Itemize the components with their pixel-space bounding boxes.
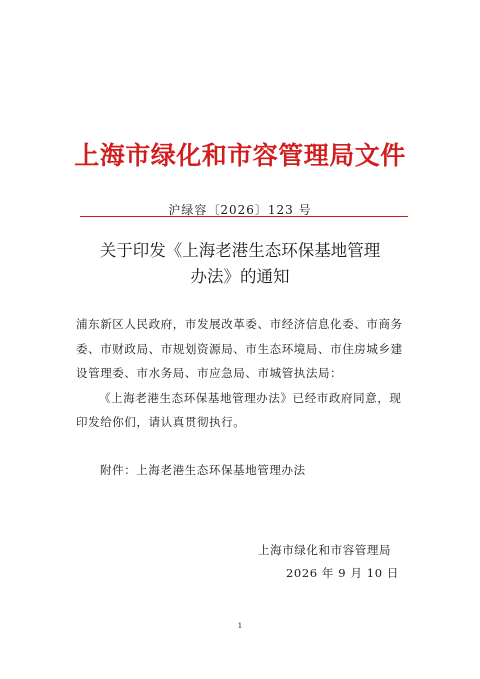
attachment-line: 附件：上海老港生态环保基地管理办法 xyxy=(100,463,306,477)
signature-date: 2026 年 9 月 10 日 xyxy=(286,566,399,580)
masthead-title: 上海市绿化和市容管理局文件 xyxy=(74,141,406,170)
main-paragraph: 《上海老港生态环保基地管理办法》已经市政府同意，现印发给你们，请认真贯彻执行。 xyxy=(76,390,402,429)
document-title-line-2: 办法》的通知 xyxy=(190,267,290,286)
document-body xyxy=(76,312,406,435)
document-title-line-1: 关于印发《上海老港生态环保基地管理 xyxy=(99,241,381,260)
signature-organization: 上海市绿化和市容管理局 xyxy=(258,543,392,557)
red-separator-line xyxy=(80,216,408,217)
document-title xyxy=(60,238,420,290)
document-number: 沪绿容〔2026〕123 号 xyxy=(168,203,312,217)
recipients-paragraph: 浦东新区人民政府，市发展改革委、市经济信息化委、市商务委、市财政局、市规划资源局、市生态环境局、市住房城乡建设管理委、市水务局、市应急局、市城管执法局： xyxy=(76,317,403,380)
page-number: 1 xyxy=(237,622,243,630)
